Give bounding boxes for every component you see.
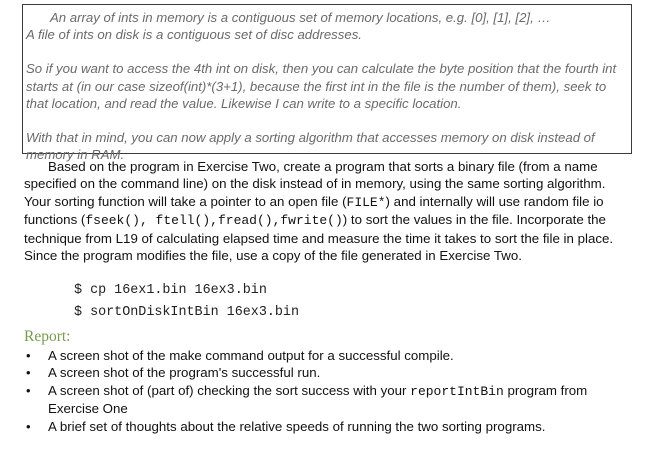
- instructions-text: ) to sort the values in the file. Incorporate the technique from L19 of calculating elapsed time and measure the time it takes to sort the file in place. Since the program modifies the file, use a copy of the file generated in Exercise Two.: [24, 212, 614, 264]
- report-item-text: A brief set of thoughts about the relative speeds of running the two sorting programs.: [48, 418, 546, 434]
- bullet-icon: •: [26, 418, 31, 434]
- bullet-icon: •: [26, 348, 31, 363]
- list-item: [24, 382, 629, 418]
- note-line-1: An array of ints in memory is a contiguous set of memory locations, e.g. [0], [1], [2], …: [50, 10, 551, 25]
- list-item: [24, 364, 629, 381]
- list-item: [24, 347, 629, 364]
- instructions-paragraph: [24, 158, 629, 264]
- report-heading: Report:: [24, 328, 71, 345]
- note-paragraph-3: With that in mind, you can now apply a sorting algorithm that accesses memory on disk instead of memory in RAM.: [26, 130, 595, 163]
- report-item-text: A screen shot of the program's successful run.: [48, 365, 321, 381]
- instructions-text: Based on the program in Exercise Two, create a program that sorts a binary file (from a name specified on the command line) on the disk instead of in memory, using the same sorting algorithm. Your sorting function will take a pointer to an open file (: [24, 159, 606, 209]
- report-list: [24, 347, 629, 435]
- note-spacer: [26, 43, 631, 60]
- command-copy: $ cp 16ex1.bin 16ex3.bin: [74, 283, 267, 298]
- report-item-text: A screen shot of (part of) checking the sort success with your: [48, 382, 411, 398]
- report-item-text: A screen shot of the make command output for a successful compile.: [48, 348, 454, 363]
- file-pointer-code: FILE*: [346, 194, 386, 210]
- note-spacer: [26, 112, 631, 129]
- report-tool-code: reportIntBin: [410, 383, 504, 399]
- list-item: [24, 418, 629, 435]
- file-functions-code: fseek(), ftell(),fread(),fwrite(): [85, 213, 343, 229]
- note-box: [22, 4, 632, 163]
- report-item-text: program from Exercise One: [48, 382, 588, 417]
- command-sort: $ sortOnDiskIntBin 16ex3.bin: [74, 305, 299, 320]
- bullet-icon: •: [26, 365, 31, 381]
- note-paragraph-2: So if you want to access the 4th int on disk, then you can calculate the byte position that the fourth int starts at (in our case sizeof(int)*(3+1), because the first int in the file is the number of them), seek to that location, and read the value. Likewise I can write to a specific location.: [26, 61, 617, 111]
- note-line-2: A file of ints on disk is a contiguous set of disc addresses.: [26, 27, 362, 43]
- exercise-instructions: [24, 158, 629, 264]
- instructions-text: ) and internally will use random file io functions (: [24, 193, 604, 228]
- bullet-icon: •: [26, 382, 31, 398]
